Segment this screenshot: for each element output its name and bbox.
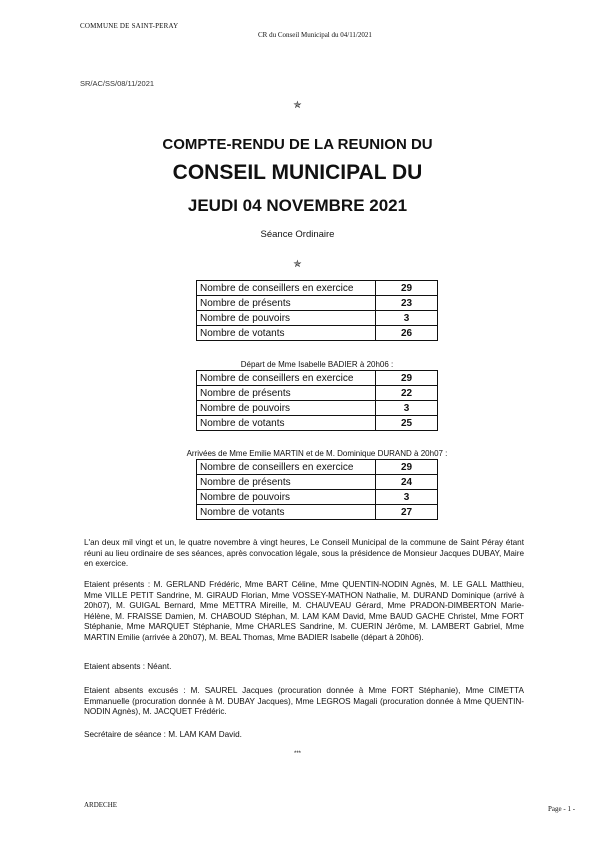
table-cell-label: Nombre de pouvoirs: [197, 490, 376, 505]
table-caption-3: Arrivées de Mme Emilie MARTIN et de M. Dominique DURAND à 20h07 :: [186, 449, 448, 458]
table-row: [197, 296, 438, 311]
table-cell-value: 29: [376, 460, 438, 475]
header-commune: COMMUNE DE SAINT-PERAY: [80, 22, 179, 30]
document-reference: SR/AC/SS/08/11/2021: [80, 79, 155, 88]
paragraph-absents: Etaient absents : Néant.: [84, 662, 172, 671]
table-cell-value: 24: [376, 475, 438, 490]
header-cr-date: CR du Conseil Municipal du 04/11/2021: [258, 31, 372, 39]
table-cell-value: 26: [376, 326, 438, 341]
table-cell-label: Nombre de conseillers en exercice: [197, 281, 376, 296]
table-cell-label: Nombre de présents: [197, 386, 376, 401]
star-icon: ✯: [293, 259, 302, 270]
table-cell-value: 29: [376, 371, 438, 386]
table-row: [197, 460, 438, 475]
table-cell-label: Nombre de pouvoirs: [197, 401, 376, 416]
table-cell-label: Nombre de conseillers en exercice: [197, 371, 376, 386]
votes-table-1: [196, 280, 438, 341]
title-line-1: COMPTE-RENDU DE LA REUNION DU: [162, 136, 433, 153]
table-row: [197, 386, 438, 401]
table-row: [197, 401, 438, 416]
footer-department: ARDECHE: [84, 801, 118, 809]
table-cell-value: 25: [376, 416, 438, 431]
table-row: [197, 475, 438, 490]
table-row: [197, 281, 438, 296]
table-cell-value: 3: [376, 401, 438, 416]
table-cell-label: Nombre de présents: [197, 296, 376, 311]
table-cell-label: Nombre de votants: [197, 505, 376, 520]
paragraph-intro: L'an deux mil vingt et un, le quatre novembre à vingt heures, Le Conseil Municipal de la commune de Saint Péray étant réuni au lieu ordinaire de ses séances, après convocation légale, sous la présidence de Monsieur Jacques DUBAY, Maire en exercice.: [84, 538, 524, 568]
title-line-2: CONSEIL MUNICIPAL DU: [172, 161, 423, 184]
votes-table-2: [196, 370, 438, 431]
table-row: [197, 490, 438, 505]
separator: ***: [293, 751, 301, 757]
votes-table-3: [196, 459, 438, 520]
paragraph-excuses: Etaient absents excusés : M. SAUREL Jacques (procuration donnée à Mme FORT Stéphanie), Mme CIMETTA Emmanuelle (procuration donnée à M. DUBAY Jacques), Mme LEGROS Magali (procuration donnée à Mme QUENTIN-NODIN Agnès), M. JACQUET Frédéric.: [84, 686, 524, 716]
table-cell-label: Nombre de présents: [197, 475, 376, 490]
seance-type: Séance Ordinaire: [260, 229, 335, 240]
table-row: [197, 311, 438, 326]
paragraph-presents: Etaient présents : M. GERLAND Frédéric, Mme BART Céline, Mme QUENTIN-NODIN Agnès, M. LE GALL Matthieu, Mme VILLE PETIT Sandrine, M. GIRAUD Florian, Mme VOSSEY-MATHON Nathalie, M. DURAND Dominique (arrivé à 20h07), M. GUIGAL Bernard, Mme METTRA Mireille, M. CHAUVEAU Gérard, Mme PRADON-DIMBERTON Marie-Hélène, M. FRAISSE Damien, M. CHABOUD Stéphan, M. LAM KAM David, Mme BAUD GACHE Christel, Mme FORT Stéphanie, Mme MARQUET Stéphanie, Mme CHARLES Sandrine, M. CUERIN Jérôme, M. LAMBERT Gabriel, Mme MARTIN Emilie (arrivée à 20h07), M. BEAL Thomas, Mme BADIER Isabelle (départ à 20h06).: [84, 580, 524, 642]
table-cell-label: Nombre de conseillers en exercice: [197, 460, 376, 475]
table-cell-value: 23: [376, 296, 438, 311]
table-cell-label: Nombre de pouvoirs: [197, 311, 376, 326]
table-cell-value: 29: [376, 281, 438, 296]
table-row: [197, 505, 438, 520]
table-cell-value: 27: [376, 505, 438, 520]
table-row: [197, 371, 438, 386]
table-row: [197, 326, 438, 341]
table-cell-value: 3: [376, 311, 438, 326]
table-row: [197, 416, 438, 431]
table-cell-value: 3: [376, 490, 438, 505]
footer-page-number: Page - 1 -: [548, 805, 576, 813]
table-cell-label: Nombre de votants: [197, 326, 376, 341]
table-cell-label: Nombre de votants: [197, 416, 376, 431]
star-icon: ✯: [293, 100, 302, 111]
paragraph-secretaire: Secrétaire de séance : M. LAM KAM David.: [84, 730, 242, 739]
title-line-3: JEUDI 04 NOVEMBRE 2021: [187, 196, 408, 215]
table-cell-value: 22: [376, 386, 438, 401]
table-caption-2: Départ de Mme Isabelle BADIER à 20h06 :: [240, 360, 394, 369]
